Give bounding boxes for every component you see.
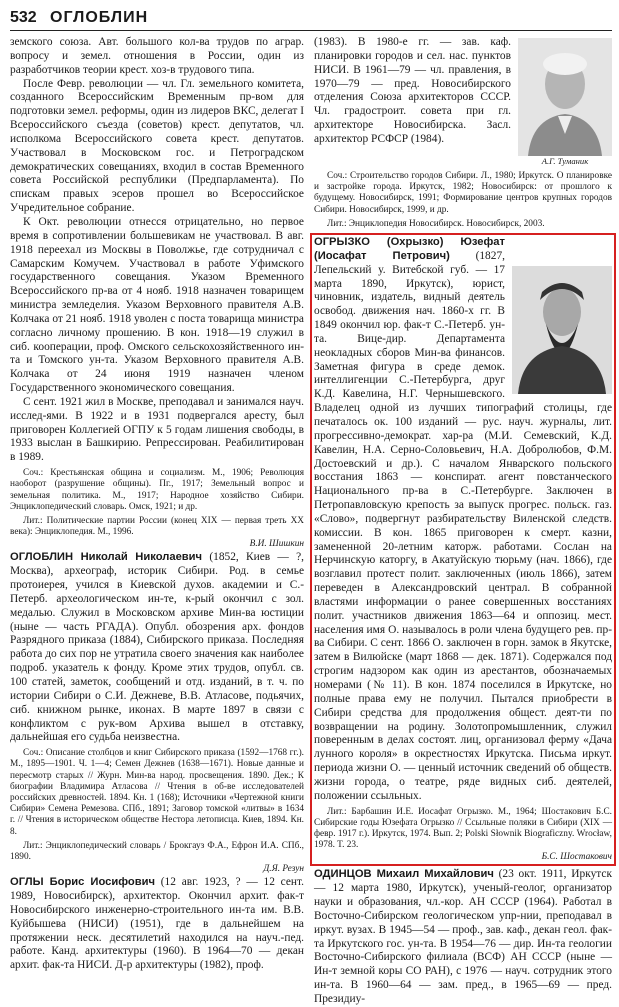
- entry-odintsov: [314, 868, 612, 1006]
- page-number: 532: [10, 9, 37, 26]
- portrait-ogly: [518, 38, 612, 167]
- page-header: [10, 8, 612, 31]
- entry-text: (23 окт. 1911, Иркутск — 12 марта 1980, Иркутск), ученый-геолог, организатор науки и образования, чл.-кор. АН СССР (1964). Работал в Восточно-Сибирском геологическом упр-нии, преподавал в иркут. вузах. В 1945—54 — проф., зав. каф., декан геол. фак-та Иркутского гос. ун-та. В 1954—76 — дир. Ин-та геологии Восточно-Сибирского филиала (ВСФ) АН СССР (ныне — Ин-т земной коры СО РАН), с 1976 — науч. сотрудник этого ин-та. В 1960—64 — зам. пред., в 1965—69 — пред. Президиу-: [314, 868, 612, 1006]
- entry-headword: ОГРЫЗКО (Охрызко) Юзефат (Иосафат Петрович): [314, 236, 505, 262]
- entry-ogly: [10, 876, 304, 973]
- entry-headword: ОДИНЦОВ Михаил Михайлович: [314, 868, 494, 881]
- works-list: Соч.: Крестьянская община и социализм. М., 1906; Революция наоборот (разрушение общины). Пг., 1917; Земельный вопрос и земельная политика. М., 1917; Народное хозяйство Сибири. Энциклопедический словарь. Омск, 1921; и др.: [10, 468, 304, 512]
- paragraph: (1983). В 1980-е гг. — зав. каф. планировки городов и сел. нас. пунктов НИСИ. В 1961—79 — чл. правления, в 1970—79 — пред. Новосибирского отделения Союза архитекторов СССР. Чл. градостроит. совета при гл. архитекторе Новосибирска. Засл. архитектор РСФСР (1984).: [314, 36, 511, 145]
- entry-text: (1827, Лепельский у. Витебской губ. — 17 марта 1890, Иркутск), юрист, чиновник, издатель, видный деятель освобод. движения нач. 1860-х гг. В 1849 окончил юр. фак-т С.-Петерб. ун-та. Вице-дир. Департамента неокладных сборов Мин-ва финансов. Заметная фигура в среде демок. интеллигенции С.-Петербурга, друг К.Д. Кавелина, Н.Г. Чернышевского. Владелец одной из лучших типографий столицы, где печаталось ок. 100 изданий — рус. науч. журналы, лит. прогрессивно-демократ. хар-ра (М.И. Семевский, К.Д. Кавелин, Н.А. Серно-Соловьевич, Н.А. Добролюбов, Ф.М. Достоевский и др.). С началом Январского польского восстания 1863 — конспират. агент повстанческого Национального пр-ва в С.-Петербурге. Заключен в Петропавловскую крепость за выпуск прогрес. польск. газ. «Слово», подвергнут разбирательству Виленской следств. комиссии. В кон. 1865 приговорен к смерт. казни, замененной 20-летним каторж. работами. Сослан на Нерчинскую каторгу, в Акатуйскую тюрьму (нач. 1866), где возглавил протест полит. заключенных (июль 1866), затем переведен в Александровский централ. В собранной властями информации о ранее совершенных восстаниях полит. участников движения 1863—64 и оппозиц. мест. населения имя О. называлось в роли члена будущего рев. пр-ва Сибири. С сент. 1866 О. заключен в горн. замок в Якутске, затем в Вилюйске (март 1868 — дек. 1871). Содержался под строгим надзором как один из арестантов, обозначаемых номерами (№ 11). В кон. 1874 поселился в Иркутске, но полные права ему не получил. Пытался приобрести в Сибири средства для продолжения общест. деят-ти по возвращении на родину. Золотопромышленник, служил поверенным в делах состоят. лиц, организовал ферму «Дача лунного короля» в окрестностях Иркутска. Письма иркут. периода жизни О. — ценный источник сведений об обществ. жизни города, о театре, ряде видных сиб. деятелей, положении ссыльных.: [314, 249, 612, 802]
- portrait-photo: [518, 38, 612, 156]
- literature-list: Лит.: Политические партии России (конец XIX — первая треть XX века): Энциклопедия. М., 1996.: [10, 515, 304, 538]
- entry-headword: ОГЛОБЛИН Николай Николаевич: [10, 551, 203, 564]
- right-column: [314, 36, 612, 1007]
- entry-text: (12 авг. 1923, ? — 12 сент. 1989, Новосибирск), архитектор. Окончил архит. фак-т Новосибирского инженерно-строительного ин-та им. В.В. Куйбышева (НИСИ) (1951), где в дальнейшем на протяжении неск. десятилетий находился на науч.-пед. работе. Канд. архитектуры (1960). В 1964—70 — декан архит. фак-та НИСИ. Д-р архитектуры (1982), проф.: [10, 876, 304, 972]
- entry-text: (1852, Киев — ?, Москва), археограф, историк Сибири. Род. в семье протоиерея, учился в Киевской духов. академии и С.-Петерб. археологическом ин-те, к-рый окончил с зол. медалью. Служил в Московском архиве Мин-ва юстиции (ныне — часть РГАДА). Опубл. обозрения арх. фондов Разрядного приказа (1884), Сибирского приказа. Последняя работа до сих пор не утратила своего значения как наиболее подроб. указатель к фонду. Кроме этих трудов, опубл. св. 100 статей, заметок, сообщений и отд. изданий, в т. ч. по истории Сибири о С.И. Дежневе, В.В. Атласове, подьячих, сиб. книжном рынке, иконах. В марте 1897 в связи с конфликтом с рук-вом Архива вышел в отставку, дальнейшая его судьба неизвестна.: [10, 551, 305, 744]
- photo-caption: А.Г. Туманик: [541, 156, 589, 166]
- paragraph: С сент. 1921 жил в Москве, преподавал и занимался науч. исслед-ями. В 1922 и в 1931 подвергался аресту, был приговорен Коллегией ОГПУ к 5 годам лишения свободы, в 1933 выслан в Башкирию. Репрессирован. Реабилитирован в 1989.: [10, 395, 304, 464]
- paragraph: земского союза. Авт. большого кол-ва трудов по аграр. вопросу и земел. отношения в России, один из разработчиков теории крест. хоз-в трудового типа.: [10, 36, 304, 76]
- portrait-ogryzko: [512, 266, 612, 394]
- entry-ogryzko-highlight: [314, 236, 612, 864]
- works-list: Соч.: Строительство городов Сибири. Л., 1980; Иркутск. О планировке и застройке города. Иркутск, 1982; Новосибирск: от прошлого к будущему. Новосибирск, 1991; Формирование центров крупных городов Сибири. Новосибирск, 1999, и др.: [314, 171, 612, 215]
- paragraph: К Окт. революции отнесся отрицательно, но первое время в сопротивлении большевикам не участвовал. В авг. 1918 переехал из Москвы в Поволжье, где сотрудничал с Самарским Комучем. Участвовал в работе Уфимского государственного совещания. Указом Временного Всероссийского пр-ва от 4 нояб. 1918 назначен товарищем министра земледелия. Указом Верховного правителя А.В. Колчака от 21 нояб. 1918 уволен с поста товарища министра согласно личному прошению. В кон. 1918—19 служил в сиб. кооперации, проф. Омского сельскохозяйственного ин-та и Томского ун-та. Указом Верховного правителя А.В. Колчака от 24 июня 1919 назначен членом Государственного экономического совещания.: [10, 215, 304, 395]
- literature-list: Лит.: Энциклопедический словарь / Брокгауз Ф.А., Ефрон И.А. СПб., 1890.: [10, 840, 304, 863]
- book-page: [10, 8, 612, 1006]
- author-signature: Д.Я. Резун: [263, 864, 304, 875]
- author-signature: Б.С. Шостакович: [541, 852, 612, 863]
- running-title: ОГЛОБЛИН: [50, 9, 149, 26]
- left-column: [10, 36, 304, 973]
- literature-list: Лит.: Энциклопедия Новосибирск. Новосибирск, 2003.: [327, 218, 545, 229]
- entry-headword: ОГЛЫ Борис Иосифович: [10, 876, 155, 889]
- literature-list: Лит.: Барбашин И.Е. Иосафат Огрызко. М., 1964; Шостакович Б.С. Сибирские годы Юзефата Огрызко // Ссыльные поляки в Сибири (XIX — февр. 1917 г.). Иркутск, 1974. Вып. 2; Polski Słownik Biograficzny. Wrocław, 1978. T. 23.: [314, 806, 612, 851]
- entry-ogloblin: [10, 551, 304, 745]
- works-list: Соч.: Описание столбцов и книг Сибирского приказа (1592—1768 гг.). М., 1895—1901. Ч. 1—4; Семен Дежнев (1638—1671). Новые данные и пересмотр старых // Журн. Мин-ва народ. просвещения. 1890. Дек.; К биографии Владимира Атласова // Чтения в об-ве исследователей российских древностей. 1894. Кн. 1 (168); Источники «Чертежной книги Сибири» Семена Ремезова. СПб., 1891; Заговор томской «литвы» в 1634 г. // Чтения в историческом обществе Нестора летописца. Киев, 1894. Кн. 8.: [10, 748, 304, 837]
- portrait-photo: [512, 266, 612, 394]
- paragraph: После Февр. революции — чл. Гл. земельного комитета, созданного Всероссийским Временным пр-вом для подготовки земел. реформы, один из лидеров ВКС, делегат I Всероссийского съезда (советов) крест. депутатов, чл. исполкома Всероссийского совета крест. депутатов. Участвовал в Московском гос. и Петроградском демократических совещаниях, входил в состав Временного совета Российской республики (Предпарламента). По спискам правых эсеров прошел во Всероссийское Учредительное собрание.: [10, 77, 304, 215]
- author-signature: В.И. Шишкин: [249, 539, 304, 550]
